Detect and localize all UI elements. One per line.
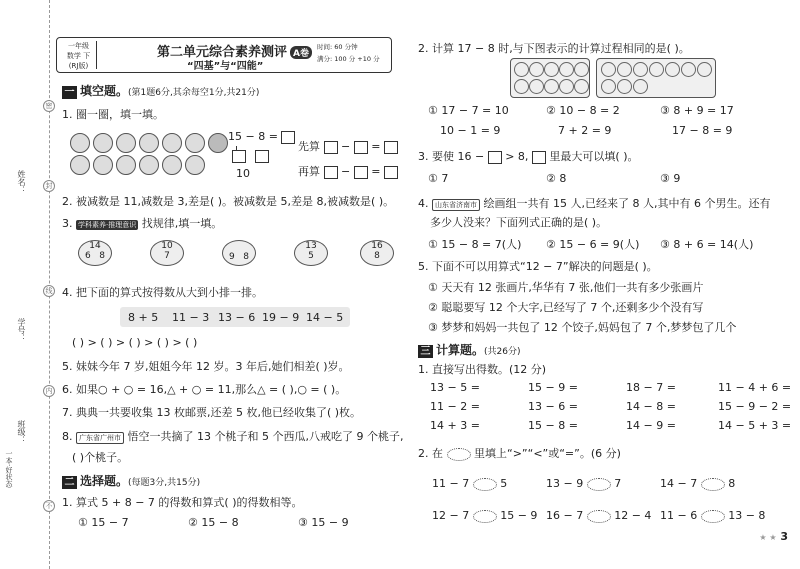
split-ten: 10: [236, 167, 250, 180]
apple-icon: [544, 62, 559, 77]
choice-question-1: 1. 算式 5 + 8 − 7 的得数和算式( )的得数相等。: [62, 496, 303, 509]
calc-item[interactable]: 14 − 9 =: [626, 419, 676, 432]
calc-item[interactable]: 15 − 9 − 2 =: [718, 400, 792, 413]
apple-icon: [649, 62, 664, 77]
choice-option[interactable]: ② 15 − 8: [188, 516, 239, 529]
answer-box[interactable]: [488, 151, 502, 164]
choice-question-5: 5. 下面不可以用算式“12 − 7”解决的问题是( )。: [418, 260, 658, 273]
hedgehog-card: [294, 240, 328, 266]
subject-label: 数学 下: [66, 52, 91, 60]
compare-left: 11 − 7: [432, 477, 470, 490]
question-8-cont: ( )个桃子。: [72, 451, 129, 464]
compare-left: 13 − 9: [546, 477, 584, 490]
apple-icon: [544, 79, 559, 94]
compare-left: 14 − 7: [660, 477, 698, 490]
question-4: 4. 把下面的算式按得数从大到小排一排。: [62, 286, 263, 299]
calc-item[interactable]: 15 − 9 =: [528, 381, 578, 394]
compare-right: 12 − 4: [614, 509, 652, 522]
binding-strip: [0, 0, 53, 569]
apple-icon: [681, 62, 696, 77]
hedgehog-left: 7: [164, 251, 170, 261]
answer-box[interactable]: [384, 166, 398, 179]
question-7: 7. 典典一共要收集 13 枚邮票,还差 5 枚,他已经收集了( )枚。: [62, 406, 362, 419]
ball-icon: [116, 133, 136, 153]
question-8: 8. 广东省广州市 悟空一共摘了 13 个桃子和 5 个西瓜,八戒吃了 9 个桃子,: [62, 430, 404, 443]
region-tag: 广东省广州市: [76, 432, 124, 444]
compare-left: 11 − 6: [660, 509, 698, 522]
apple-icon: [559, 62, 574, 77]
ball-icon: [70, 155, 90, 175]
answer-box[interactable]: [281, 131, 295, 144]
first-label: 先算: [298, 140, 320, 153]
seal-dot: 不: [43, 500, 55, 512]
calc-question-1: 1. 直接写出得数。(12 分): [418, 363, 547, 376]
apple-icon: [617, 62, 632, 77]
question-1: 1. 圈一圈，填一填。: [62, 108, 164, 121]
hedgehog-card: [150, 240, 184, 266]
choice-option[interactable]: ① 7: [428, 172, 449, 185]
full-score: 满分: 100 分 +10 分: [317, 55, 380, 63]
page-stars: ★ ★: [759, 533, 777, 542]
answer-box[interactable]: [354, 166, 368, 179]
hedgehog-right: 8: [243, 252, 250, 262]
ball-icon: [185, 133, 205, 153]
apple-icon: [529, 62, 544, 77]
compare-left: 16 − 7: [546, 509, 584, 522]
ball-icon: [208, 133, 228, 153]
class-label: 班级：: [17, 420, 26, 444]
compare-oval[interactable]: [587, 478, 611, 491]
compare-right: 13 − 8: [728, 509, 766, 522]
section-calculation: [418, 341, 521, 358]
choice-option[interactable]: ② 15 − 6 = 9(人): [546, 238, 640, 251]
choice-option[interactable]: ③ 15 − 9: [298, 516, 349, 529]
answer-box: [532, 151, 546, 164]
choice-option[interactable]: ③ 梦梦和妈妈一共包了 12 个饺子,妈妈包了 7 个,梦梦包了几个: [428, 321, 737, 334]
compare-item: [546, 509, 651, 523]
hedgehog-top: 10: [161, 241, 173, 251]
section-choice: [62, 472, 200, 489]
choice-option[interactable]: ② 10 − 8 = 2: [546, 104, 620, 117]
answer-box[interactable]: [384, 141, 398, 154]
answer-box[interactable]: [354, 141, 368, 154]
expr-item: 11 − 3: [172, 311, 210, 324]
hedgehog-card: [78, 240, 112, 266]
apple-icon: [514, 62, 529, 77]
section-note: (共26分): [484, 347, 521, 357]
ball-icon: [139, 133, 159, 153]
calc-item[interactable]: 13 − 6 =: [528, 400, 578, 413]
question-2: 2. 被减数是 11,减数是 3,差是( )。被减数是 5,差是 8,被减数是( )。: [62, 195, 395, 208]
compare-item: [546, 477, 621, 491]
region-tag: 山东省济南市: [432, 199, 480, 211]
apple-icon: [601, 62, 616, 77]
seal-dot: 封: [43, 180, 55, 192]
expr-item: 14 − 5: [306, 311, 344, 324]
hedgehog-card: [222, 240, 256, 266]
choice-option[interactable]: ③ 8 + 9 = 17: [660, 104, 734, 117]
compare-left: 12 − 7: [432, 509, 470, 522]
answer-box[interactable]: [324, 141, 338, 154]
calc-item[interactable]: 11 − 2 =: [430, 400, 480, 413]
apple-icon: [514, 79, 529, 94]
page-number: [759, 530, 788, 543]
ball-icon: [93, 155, 113, 175]
section-title: 填空题。: [80, 84, 129, 98]
edition-label: (RJ版): [68, 62, 89, 70]
then-label: 再算: [298, 165, 320, 178]
apple-icon: [574, 62, 589, 77]
compare-oval-icon: [447, 448, 471, 461]
calc-item[interactable]: 14 + 3 =: [430, 419, 480, 432]
test-subtitle: “四基”与“四能”: [187, 61, 264, 72]
hedgehog-right: 8: [99, 251, 106, 261]
student-id-label: 学号：: [17, 318, 26, 342]
c2-pre: 2. 在: [418, 447, 443, 460]
q3-post: 里最大可以填( )。: [549, 150, 639, 163]
apple-icon: [697, 62, 712, 77]
section-number: 一: [62, 86, 77, 99]
hedgehog-left: 9: [228, 252, 235, 262]
choice-question-4: 4. 山东省济南市 绘画组一共有 15 人,已经来了 8 人,其中有 6 个男生。还有: [418, 197, 771, 210]
seal-dot: 密: [43, 100, 55, 112]
minus-sign: −: [341, 140, 351, 153]
seal-dot: 内: [43, 385, 55, 397]
apple-icon: [574, 79, 589, 94]
apple-icon: [559, 79, 574, 94]
time-limit: 时间: 60 分钟: [317, 43, 358, 51]
compare-item: [432, 477, 507, 491]
expr-item: 13 − 6: [218, 311, 256, 324]
expr-item: 8 + 5: [128, 311, 159, 324]
q4-text: 绘画组一共有 15 人,已经来了 8 人,其中有 6 个男生。还有: [483, 197, 771, 210]
section-note: (第1题6分,其余每空1分,共21分): [128, 88, 260, 98]
question-3: 3. 学科素养·推理意识 找规律,填一填。: [62, 217, 223, 230]
calc-item[interactable]: 14 − 8 =: [626, 400, 676, 413]
title-text: 第二单元综合素养测评: [157, 45, 288, 60]
choice-option[interactable]: ① 15 − 8 = 7(人): [428, 238, 522, 251]
apple-icon: [633, 79, 648, 94]
choice-question-2: 2. 计算 17 − 8 时,与下图表示的计算过程相同的是( )。: [418, 42, 690, 55]
order-answer[interactable]: ( ) > ( ) > ( ) > ( ) > ( ): [72, 336, 198, 349]
hedgehog-card: [360, 240, 394, 266]
calc-item[interactable]: 11 − 4 + 6 =: [718, 381, 792, 394]
answer-box[interactable]: [232, 150, 246, 163]
compare-right: 15 − 9: [500, 509, 538, 522]
apple-icon: [665, 62, 680, 77]
seal-dot: 线: [43, 285, 55, 297]
compare-oval[interactable]: [473, 510, 497, 523]
section-fill-blank: [62, 82, 259, 99]
compare-oval[interactable]: [701, 478, 725, 491]
name-label: 姓名：: [17, 170, 26, 194]
section-title: 计算题。: [436, 343, 485, 357]
q3-text: 找规律,填一填。: [141, 217, 223, 230]
hedgehog-left: 8: [374, 251, 380, 261]
ball-icon: [116, 155, 136, 175]
apple-icon: [529, 79, 544, 94]
test-header: [56, 37, 392, 73]
choice-option[interactable]: ② 聪聪要写 12 个大字,已经写了 7 个,还剩多少个没有写: [428, 301, 704, 314]
apple-icon: [617, 79, 632, 94]
calc-item[interactable]: 15 − 8 =: [528, 419, 578, 432]
compare-right: 8: [728, 477, 736, 490]
choice-option[interactable]: ② 8: [546, 172, 567, 185]
c2-post: 里填上“>”“<”或“=”。(6 分): [474, 447, 621, 460]
compare-oval[interactable]: [587, 510, 611, 523]
ball-icon: [162, 133, 182, 153]
test-info: [317, 41, 387, 65]
ball-icon: [93, 133, 113, 153]
calc-item[interactable]: 18 − 7 =: [626, 381, 676, 394]
equals-sign: =: [371, 140, 381, 153]
ball-icon: [185, 155, 205, 175]
choice-question-3: [418, 148, 639, 164]
minus-sign: −: [341, 165, 351, 178]
literacy-tag: 学科素养·推理意识: [78, 221, 137, 229]
choice-option-step: 10 − 1 = 9: [440, 124, 501, 137]
ball-icon: [139, 155, 159, 175]
choice-option[interactable]: ① 17 − 7 = 10: [428, 104, 509, 117]
split-equation: [228, 130, 295, 144]
choice-option[interactable]: ③ 9: [660, 172, 681, 185]
calc-item[interactable]: 13 − 5 =: [430, 381, 480, 394]
question-5: 5. 妹妹今年 7 岁,姐姐今年 12 岁。3 年后,她们相差( )岁。: [62, 360, 350, 373]
q3-mid: > 8,: [505, 150, 529, 163]
section-title: 选择题。: [80, 474, 129, 488]
compare-oval[interactable]: [473, 478, 497, 491]
first-step: [298, 138, 398, 154]
section-number: 三: [418, 345, 433, 358]
choice-option-step: 7 + 2 = 9: [558, 124, 612, 137]
brand-mark: 一本·好状态: [5, 450, 13, 488]
page-num-text: 3: [780, 530, 788, 543]
q3-pre: 3. 要使 16 −: [418, 150, 485, 163]
eq-text: 15 − 8 =: [228, 130, 278, 143]
answer-box[interactable]: [324, 166, 338, 179]
section-note: (每题3分,共15分): [128, 478, 201, 488]
hedgehog-top: [223, 241, 255, 252]
section-number: 二: [62, 476, 77, 489]
compare-item: [432, 509, 537, 523]
hedgehog-top: 13: [305, 241, 317, 251]
hedgehog-left: 6: [84, 251, 91, 261]
choice-option-step: 17 − 8 = 9: [672, 124, 733, 137]
hedgehog-right: 5: [308, 251, 314, 261]
compare-oval[interactable]: [701, 510, 725, 523]
question-6: 6. 如果○ + ○ = 16,△ + ○ = 11,那么△ = ( ),○ = ( )。: [62, 383, 347, 396]
grade-label: 一年级: [68, 42, 89, 50]
second-step: [298, 163, 398, 179]
choice-option[interactable]: ① 天天有 12 张画片,华华有 7 张,他们一共有多少张画片: [428, 281, 704, 294]
grade-info: [61, 41, 97, 69]
compare-right: 7: [614, 477, 622, 490]
choice-option[interactable]: ① 15 − 7: [78, 516, 129, 529]
hedgehog-top: 14: [89, 241, 101, 251]
choice-question-4-cont: 多少人没来？下面列式正确的是( )。: [430, 216, 608, 229]
ball-icon: [162, 155, 182, 175]
choice-option[interactable]: ③ 8 + 6 = 14(人): [660, 238, 754, 251]
apple-icon: [633, 62, 648, 77]
calc-item[interactable]: 14 − 5 + 3 =: [718, 419, 792, 432]
calc-question-2: [418, 445, 621, 461]
hedgehog-top: 16: [371, 241, 383, 251]
paper-badge: A卷: [290, 46, 312, 59]
expr-item: 19 − 9: [262, 311, 300, 324]
ball-icon: [70, 133, 90, 153]
answer-box[interactable]: [255, 150, 269, 163]
apple-icon: [601, 79, 616, 94]
compare-item: [660, 509, 765, 523]
equals-sign: =: [371, 165, 381, 178]
compare-item: [660, 477, 735, 491]
q8-text: 悟空一共摘了 13 个桃子和 5 个西瓜,八戒吃了 9 个桃子,: [127, 430, 404, 443]
compare-right: 5: [500, 477, 508, 490]
